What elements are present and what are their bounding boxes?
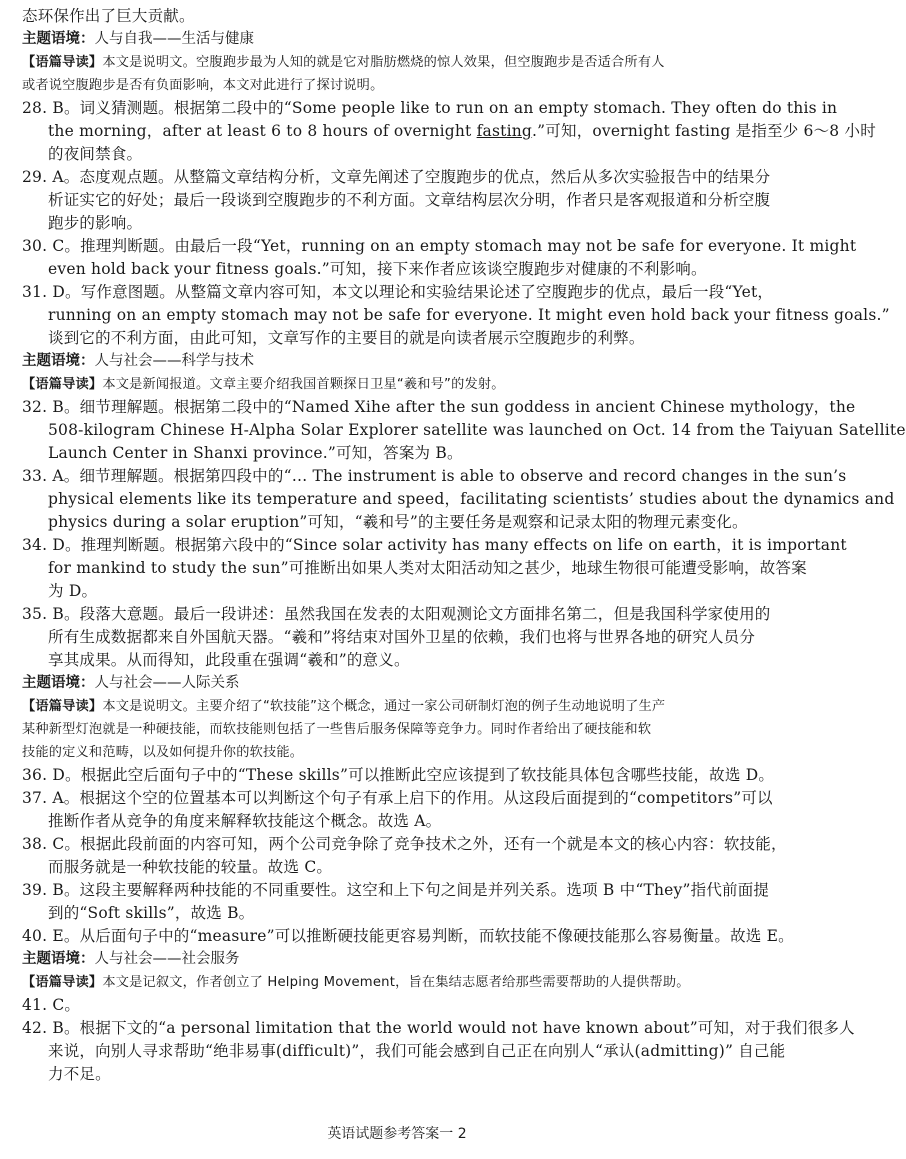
- answer-line: 所有生成数据都来自外国航天器。“羲和”将结束对国外卫星的依赖，我们也将与世界各地的研究人员分: [48, 628, 756, 646]
- answer-line: 41. C。: [22, 996, 81, 1014]
- answer-line: 37. A。根据这个空的位置基本可以判断这个句子有承上启下的作用。从这段后面提到的“competitors”可以: [22, 789, 773, 807]
- section-interpersonal: [22, 672, 794, 948]
- theme-key: 主题语境：: [22, 675, 95, 691]
- underlined-word: fasting: [476, 122, 533, 140]
- answer-item-30: [22, 235, 857, 281]
- answer-text: the morning，after at least 6 to 8 hours of overnight: [48, 122, 477, 140]
- guide-line: 技能的定义和范畴，以及如何提升你的软技能。: [22, 745, 304, 760]
- answer-item-31: [22, 281, 890, 350]
- answer-line: physics during a solar eruption”可知，“羲和号”的主要任务是观察和记录太阳的物理元素变化。: [48, 513, 748, 531]
- reading-guide: [22, 51, 778, 97]
- answer-item-35: [22, 603, 778, 672]
- section-science-technology: [22, 350, 906, 672]
- theme-key: 主题语境：: [22, 31, 95, 47]
- answer-item-36: [22, 764, 778, 787]
- guide-line: [22, 51, 778, 74]
- answer-item-39: [22, 879, 778, 925]
- answer-line: 谈到它的不利方面，由此可知，文章写作的主要目的就是向读者展示空腹跑步的利弊。: [48, 329, 645, 347]
- guide-line: [22, 971, 778, 994]
- answer-line: 析证实它的好处；最后一段谈到空腹跑步的不利方面。文章结构层次分明，作者只是客观报道和分析空腹: [48, 191, 771, 209]
- section-theme: [22, 28, 778, 51]
- answer-item-29: [22, 166, 778, 235]
- answer-item-40: [22, 925, 794, 948]
- guide-text: 本文是新闻报道。文章主要介绍我国首颗探日卫星“羲和号”的发射。: [102, 377, 505, 392]
- answer-line: 力不足。: [48, 1065, 111, 1083]
- answer-item-32: [22, 396, 906, 465]
- answer-line: Launch Center in Shanxi province.”可知，答案为 B。: [48, 444, 463, 462]
- answer-line: 享其成果。从而得知，此段重在强调“羲和”的意义。: [48, 651, 410, 669]
- answer-line: 33. A。细节理解题。根据第四段中的“… The instrument is able to observe and record changes in the sun’s: [22, 467, 847, 485]
- answer-line: 35. B。段落大意题。最后一段讲述：虽然我国在发表的太阳观测论文方面排名第二，但是我国科学家使用的: [22, 605, 771, 623]
- reading-guide: [22, 695, 778, 764]
- answer-item-41: [22, 994, 778, 1017]
- theme-value: 人与社会——科学与技术: [94, 353, 254, 369]
- answer-line: 的夜间禁食。: [48, 145, 143, 163]
- answer-item-28: [22, 97, 876, 166]
- answer-line: for mankind to study the sun”可推断出如果人类对太阳活动知之甚少，地球生物很可能遭受影响，故答案: [48, 559, 807, 577]
- answer-line: 40. E。从后面句子中的“measure”可以推断硬技能更容易判断，而软技能不像硬技能那么容易衡量。故选 E。: [22, 927, 794, 945]
- guide-text: 本文是说明文。空腹跑步最为人知的就是它对脂肪燃烧的惊人效果，但空腹跑步是否适合所有人: [102, 55, 665, 70]
- answer-line: 到的“Soft skills”，故选 B。: [48, 904, 255, 922]
- theme-value: 人与自我——生活与健康: [94, 31, 254, 47]
- section-theme: [22, 350, 778, 373]
- answer-line: 36. D。根据此空后面句子中的“These skills”可以推断此空应该提到了软技能具体包含哪些技能，故选 D。: [22, 766, 775, 784]
- guide-line: [22, 695, 778, 718]
- answer-line: 29. A。态度观点题。从整篇文章结构分析，文章先阐述了空腹跑步的优点，然后从多次实验报告中的结果分: [22, 168, 771, 186]
- answer-line: 来说，向别人寻求帮助“绝非易事(difficult)”，我们可能会感到自己正在向别人“承认(admitting)” 自己能: [48, 1042, 786, 1060]
- answer-item-33: [22, 465, 895, 534]
- answer-line: 为 D。: [48, 582, 98, 600]
- theme-key: 主题语境：: [22, 353, 95, 369]
- answer-line: 而服务就是一种软技能的较量。故选 C。: [48, 858, 333, 876]
- answer-item-34: [22, 534, 847, 603]
- guide-key: 【语篇导读】: [22, 377, 103, 392]
- theme-key: 主题语境：: [22, 951, 95, 967]
- section-theme: [22, 948, 778, 971]
- guide-line: [22, 373, 778, 396]
- guide-line: 某种新型灯泡就是一种硬技能，而软技能则包括了一些售后服务保障等竞争力。同时作者给出了硬技能和软: [22, 722, 652, 737]
- answer-line: 38. C。根据此段前面的内容可知，两个公司竞争除了竞争技术之外，还有一个就是本文的核心内容：软技能，: [22, 835, 787, 853]
- guide-text: 本文是说明文。主要介绍了“软技能”这个概念，通过一家公司研制灯泡的例子生动地说明了生产: [102, 699, 666, 714]
- guide-key: 【语篇导读】: [22, 975, 103, 990]
- answer-item-38: [22, 833, 787, 879]
- answer-line: 42. B。根据下文的“a personal limitation that the world would not have known about”可知，对于我们很多人: [22, 1019, 855, 1037]
- guide-line: 或者说空腹跑步是否有负面影响，本文对此进行了探讨说明。: [22, 78, 384, 93]
- answer-line: physical elements like its temperature and speed，facilitating scientists’ studies about the dynamics and: [48, 490, 895, 508]
- guide-key: 【语篇导读】: [22, 699, 103, 714]
- answer-item-37: [22, 787, 778, 833]
- answer-line: even hold back your fitness goals.”可知，接下来作者应该谈空腹跑步对健康的不利影响。: [48, 260, 707, 278]
- answer-line: 30. C。推理判断题。由最后一段“Yet，running on an empty stomach may not be safe for everyone. It might: [22, 237, 857, 255]
- answer-line: [22, 120, 876, 143]
- answer-line: 推断作者从竞争的角度来解释软技能这个概念。故选 A。: [48, 812, 442, 830]
- guide-key: 【语篇导读】: [22, 55, 103, 70]
- answer-line: 跑步的影响。: [48, 214, 143, 232]
- reading-guide: [22, 971, 778, 994]
- answer-line: 508-kilogram Chinese H-Alpha Solar Explorer satellite was launched on Oct. 14 from the Taiyuan Satellite: [48, 421, 906, 439]
- theme-value: 人与社会——社会服务: [94, 951, 240, 967]
- page-content: [22, 5, 906, 1086]
- answer-line: 28. B。词义猜测题。根据第二段中的“Some people like to run on an empty stomach. They often do this in: [22, 99, 838, 117]
- answer-text: .”可知，overnight fasting 是指至少 6～8 小时: [532, 122, 876, 140]
- answer-line: running on an empty stomach may not be safe for everyone. It might even hold back your fitness goals.”: [48, 306, 890, 324]
- answer-line: 39. B。这段主要解释两种技能的不同重要性。这空和上下句之间是并列关系。选项 B 中“They”指代前面提: [22, 881, 770, 899]
- answer-line: 34. D。推理判断题。根据第六段中的“Since solar activity has many effects on life on earth，it is important: [22, 536, 847, 554]
- answer-item-42: [22, 1017, 855, 1086]
- answer-line: 31. D。写作意图题。从整篇文章内容可知，本文以理论和实验结果论述了空腹跑步的优点，最后一段“Yet，: [22, 283, 774, 301]
- answer-line: 32. B。细节理解题。根据第二段中的“Named Xihe after the sun goddess in ancient Chinese mythology，the: [22, 398, 856, 416]
- section-social-service: [22, 948, 855, 1086]
- theme-value: 人与社会——人际关系: [94, 675, 240, 691]
- intro-tail-text: 态环保作出了巨大贡献。: [22, 7, 195, 25]
- guide-text: 本文是记叙文，作者创立了 Helping Movement，旨在集结志愿者给那些需要帮助的人提供帮助。: [102, 975, 690, 990]
- section-theme: [22, 672, 778, 695]
- reading-guide: [22, 373, 778, 396]
- page-footer: 英语试题参考答案一 2: [327, 1126, 467, 1142]
- section-life-health: [22, 28, 890, 350]
